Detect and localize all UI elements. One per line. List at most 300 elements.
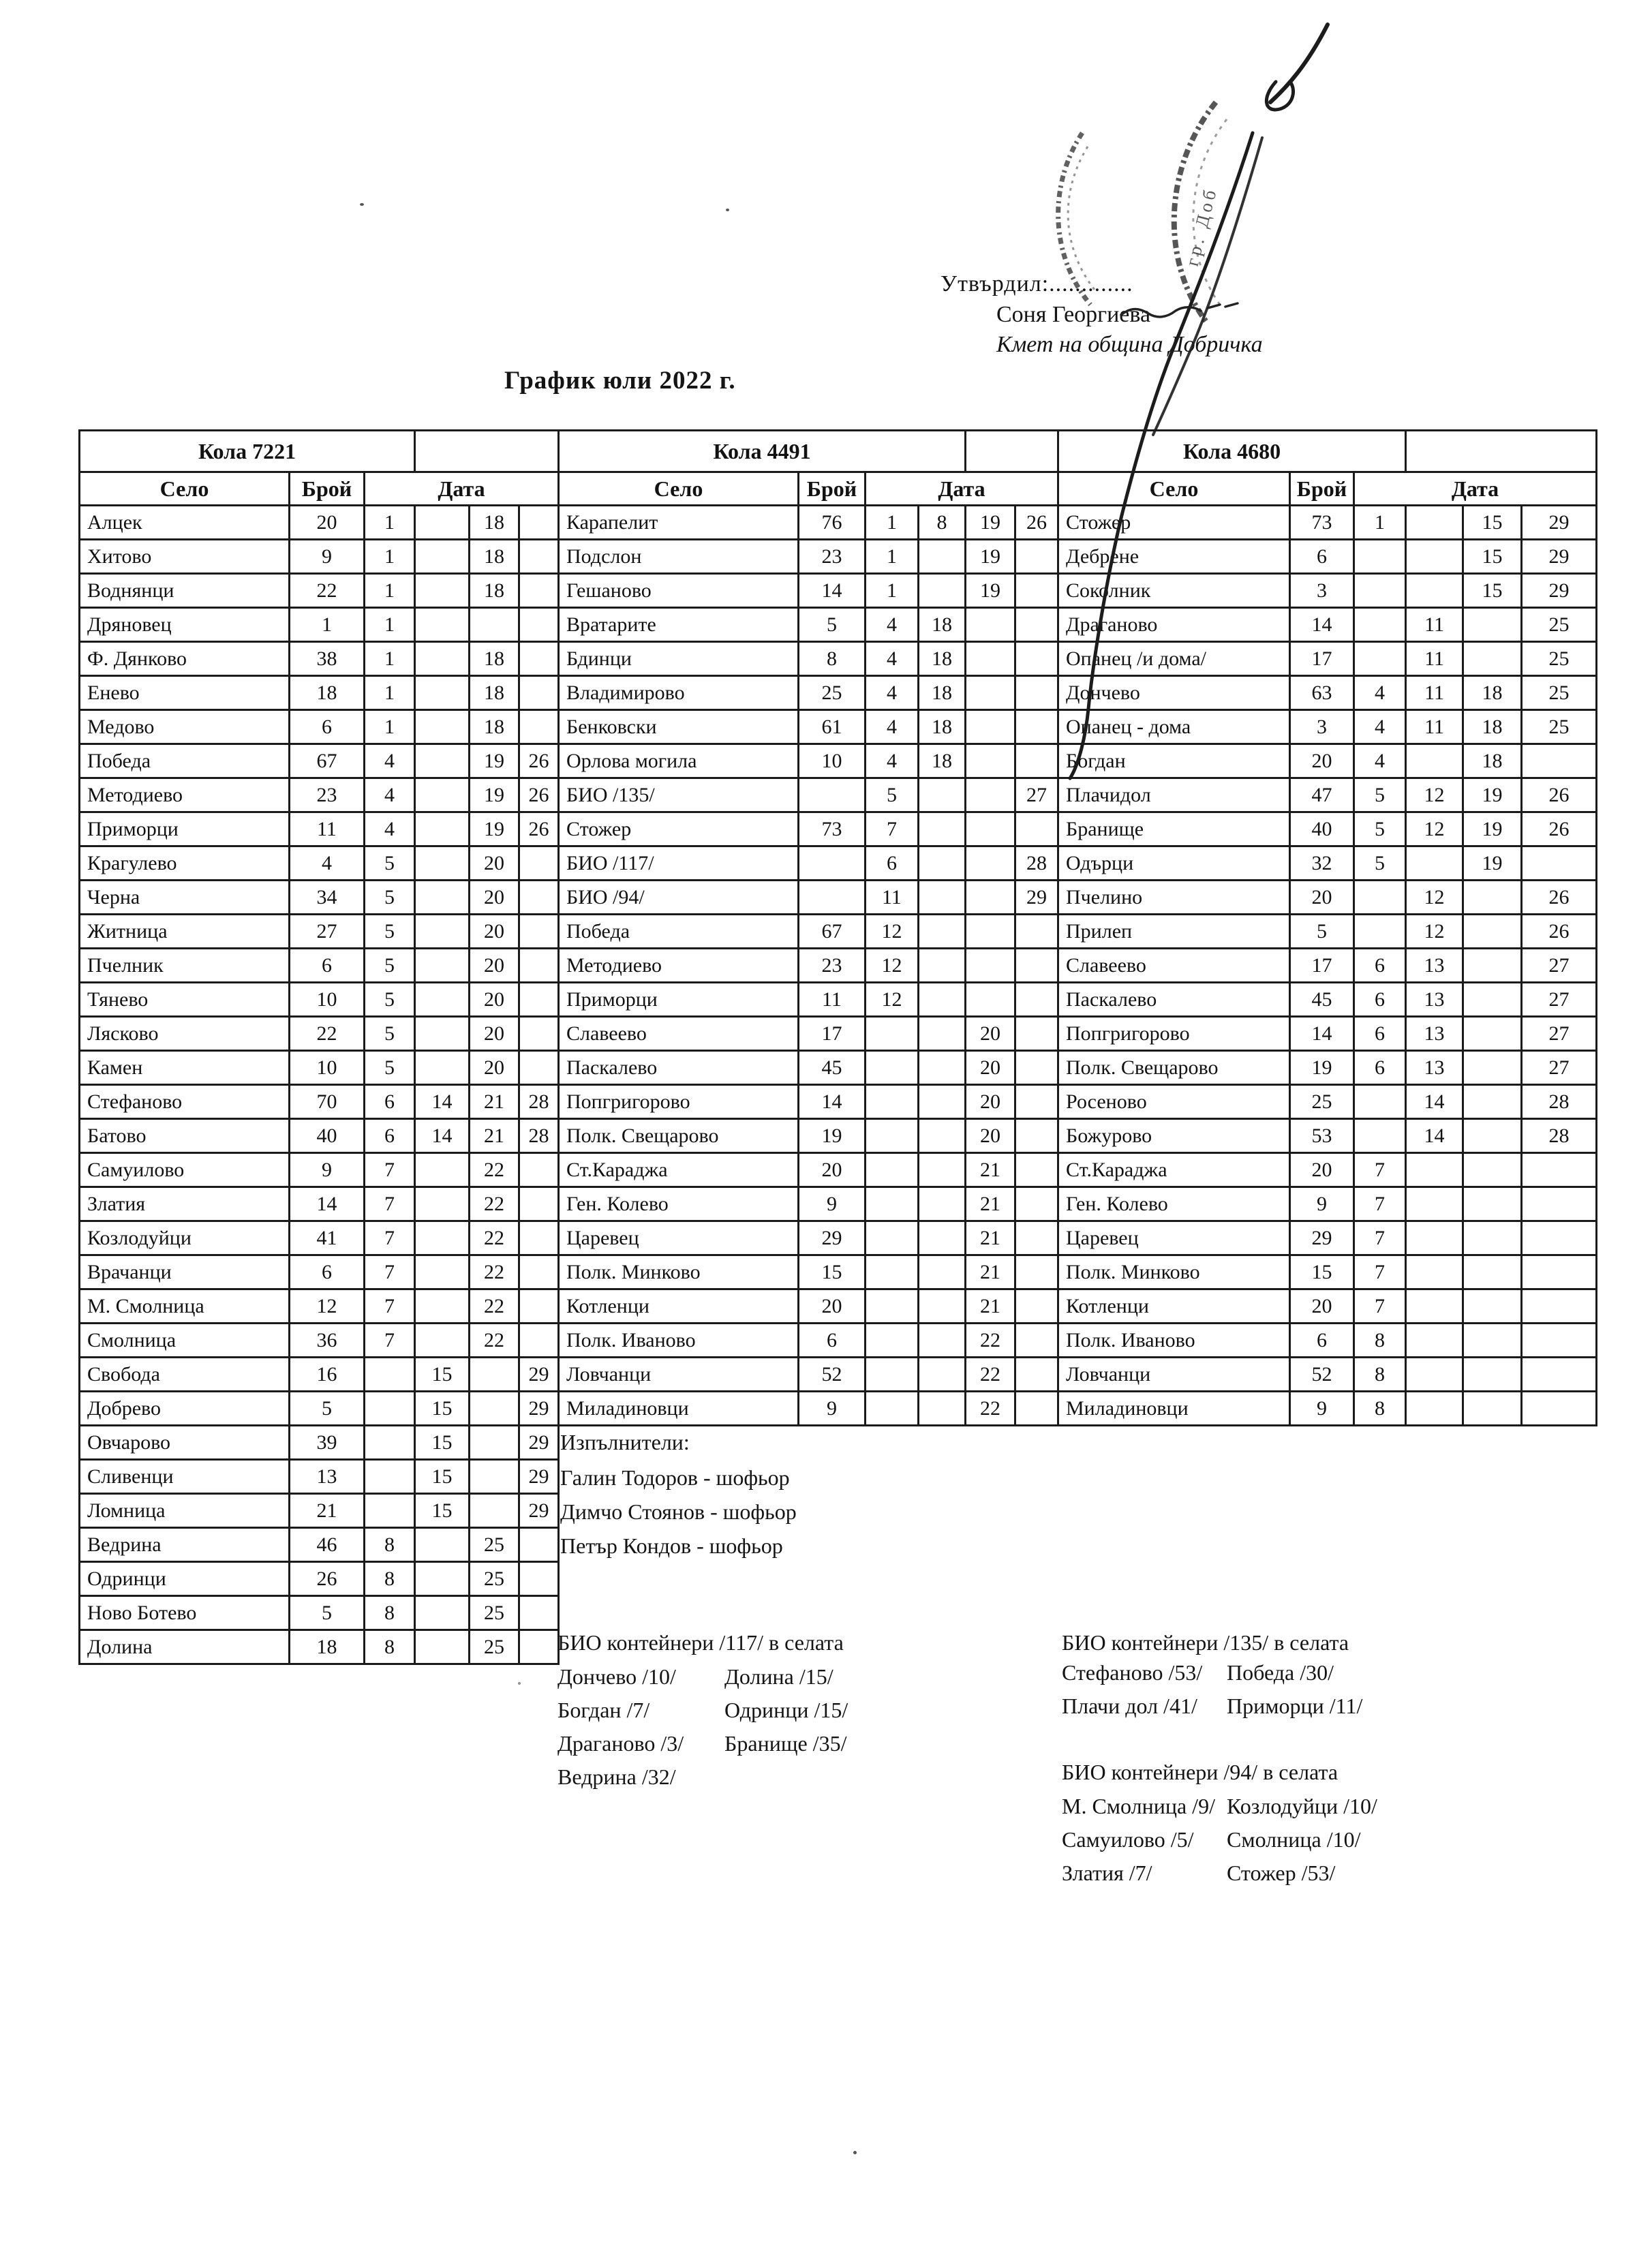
table-row	[559, 915, 1058, 949]
date-cell: 18	[470, 710, 519, 744]
count-cell: 10	[799, 744, 866, 778]
date-cell	[866, 1119, 919, 1153]
table-row	[80, 1153, 559, 1187]
date-cell	[415, 812, 470, 846]
village-cell: БИО /94/	[559, 881, 799, 915]
date-cell	[919, 540, 966, 574]
date-cell	[919, 1255, 966, 1289]
count-cell: 9	[799, 1392, 866, 1426]
count-cell: 73	[799, 812, 866, 846]
village-cell: Богдан	[1058, 744, 1290, 778]
date-cell: 4	[365, 744, 415, 778]
village-cell: Полк. Иваново	[559, 1324, 799, 1358]
scan-speck	[518, 1682, 521, 1685]
date-cell	[415, 949, 470, 983]
date-cell: 5	[1354, 778, 1406, 812]
date-cell	[866, 1153, 919, 1187]
date-cell	[966, 642, 1015, 676]
table-row	[559, 812, 1058, 846]
scan-speck	[360, 203, 364, 206]
count-cell	[799, 778, 866, 812]
bio-village-item: Приморци /11/	[1227, 1694, 1363, 1718]
date-cell: 13	[1406, 1017, 1463, 1051]
date-cell: 22	[470, 1324, 519, 1358]
date-cell: 18	[470, 676, 519, 710]
date-cell: 1	[365, 642, 415, 676]
count-cell: 14	[799, 1085, 866, 1119]
count-cell: 17	[799, 1017, 866, 1051]
date-cell	[919, 1358, 966, 1392]
date-cell	[1463, 1153, 1522, 1187]
date-cell	[919, 949, 966, 983]
date-cell	[866, 1187, 919, 1221]
date-cell	[919, 983, 966, 1017]
date-cell	[1015, 1289, 1058, 1324]
approved-label: Утвърдил:.............	[940, 271, 1133, 296]
table-row	[1058, 1289, 1597, 1324]
date-cell	[1406, 1153, 1463, 1187]
date-cell	[519, 676, 559, 710]
count-cell: 47	[1290, 778, 1354, 812]
date-cell: 21	[966, 1153, 1015, 1187]
date-cell	[1015, 812, 1058, 846]
date-cell: 26	[1522, 778, 1597, 812]
executors-list	[560, 1461, 797, 1563]
date-cell: 7	[1354, 1187, 1406, 1221]
village-cell: Соколник	[1058, 574, 1290, 608]
date-cell	[415, 778, 470, 812]
date-cell: 26	[1522, 812, 1597, 846]
date-cell: 5	[365, 983, 415, 1017]
table-row	[559, 608, 1058, 642]
date-cell	[1406, 1392, 1463, 1426]
date-cell: 19	[966, 506, 1015, 540]
date-column-header: Дата	[1354, 472, 1597, 506]
date-cell: 21	[966, 1187, 1015, 1221]
table-row	[80, 1596, 559, 1630]
count-cell: 34	[290, 881, 365, 915]
count-cell: 14	[799, 574, 866, 608]
village-cell: Ловчанци	[1058, 1358, 1290, 1392]
date-cell: 27	[1522, 1017, 1597, 1051]
date-cell: 1	[1354, 506, 1406, 540]
date-cell: 5	[365, 1051, 415, 1085]
stamp-arc-left-inner	[1068, 147, 1095, 290]
village-cell: Долина	[80, 1630, 290, 1664]
date-cell	[519, 608, 559, 642]
date-cell: 7	[365, 1221, 415, 1255]
date-cell	[519, 1596, 559, 1630]
table-row	[559, 1324, 1058, 1358]
date-cell: 22	[470, 1153, 519, 1187]
table-row	[1058, 983, 1597, 1017]
date-cell	[919, 1085, 966, 1119]
date-cell	[365, 1426, 415, 1460]
date-cell: 14	[1406, 1119, 1463, 1153]
table-row	[559, 540, 1058, 574]
date-cell	[415, 1153, 470, 1187]
date-cell	[966, 744, 1015, 778]
date-cell	[415, 676, 470, 710]
date-cell: 28	[519, 1119, 559, 1153]
count-cell: 21	[290, 1494, 365, 1528]
village-cell: Смолница	[80, 1324, 290, 1358]
date-cell: 21	[966, 1221, 1015, 1255]
date-cell	[966, 949, 1015, 983]
date-cell	[866, 1324, 919, 1358]
date-cell	[1015, 1051, 1058, 1085]
date-cell: 11	[1406, 642, 1463, 676]
table-row	[559, 1221, 1058, 1255]
date-cell: 26	[1522, 915, 1597, 949]
date-cell	[919, 1119, 966, 1153]
count-cell: 36	[290, 1324, 365, 1358]
village-column-header: Село	[559, 472, 799, 506]
village-cell: Дебрене	[1058, 540, 1290, 574]
date-cell: 27	[1015, 778, 1058, 812]
table-row	[559, 1392, 1058, 1426]
count-cell: 16	[290, 1358, 365, 1392]
date-cell: 8	[1354, 1392, 1406, 1426]
date-cell: 25	[470, 1596, 519, 1630]
count-cell: 13	[290, 1460, 365, 1494]
date-cell	[866, 1017, 919, 1051]
date-cell	[1354, 540, 1406, 574]
date-cell: 22	[470, 1255, 519, 1289]
date-cell	[1354, 608, 1406, 642]
date-cell: 1	[866, 506, 919, 540]
date-cell: 15	[1463, 574, 1522, 608]
date-cell	[415, 1221, 470, 1255]
village-cell: Орлова могила	[559, 744, 799, 778]
table-row	[1058, 676, 1597, 710]
date-cell: 11	[1406, 676, 1463, 710]
date-cell: 22	[966, 1392, 1015, 1426]
village-cell: Вратарите	[559, 608, 799, 642]
village-cell: Котленци	[559, 1289, 799, 1324]
table-row	[80, 1494, 559, 1528]
date-cell: 7	[1354, 1221, 1406, 1255]
table-row	[80, 710, 559, 744]
village-cell: Славеево	[559, 1017, 799, 1051]
table-row	[1058, 846, 1597, 881]
count-cell: 25	[799, 676, 866, 710]
count-cell: 23	[799, 540, 866, 574]
village-cell: Прилеп	[1058, 915, 1290, 949]
table-row	[80, 574, 559, 608]
date-cell: 8	[1354, 1358, 1406, 1392]
date-cell	[1015, 1221, 1058, 1255]
approver-title: Кмет на община Добричка	[996, 332, 1263, 357]
date-cell: 22	[966, 1358, 1015, 1392]
date-cell: 18	[470, 642, 519, 676]
village-cell: Паскалево	[559, 1051, 799, 1085]
date-cell	[1522, 1187, 1597, 1221]
table-row	[80, 1324, 559, 1358]
date-cell	[919, 1221, 966, 1255]
date-cell: 12	[866, 949, 919, 983]
village-cell: Победа	[80, 744, 290, 778]
table-row	[80, 1017, 559, 1051]
date-cell: 7	[365, 1289, 415, 1324]
date-cell: 22	[966, 1324, 1015, 1358]
date-cell: 11	[1406, 710, 1463, 744]
date-cell: 26	[519, 812, 559, 846]
table-row	[559, 744, 1058, 778]
date-cell	[1463, 1051, 1522, 1085]
date-cell	[1463, 915, 1522, 949]
table-row	[80, 1221, 559, 1255]
table-row	[559, 574, 1058, 608]
table-row	[559, 676, 1058, 710]
table-row	[559, 983, 1058, 1017]
date-cell	[1463, 1358, 1522, 1392]
date-cell: 18	[919, 642, 966, 676]
date-cell	[919, 778, 966, 812]
bio-117-title: БИО контейнери /117/ в селата	[557, 1630, 844, 1655]
date-cell	[1406, 846, 1463, 881]
date-cell: 8	[919, 506, 966, 540]
date-cell	[919, 812, 966, 846]
date-cell: 1	[365, 710, 415, 744]
date-cell	[1354, 1085, 1406, 1119]
date-cell	[1463, 1392, 1522, 1426]
count-cell: 67	[799, 915, 866, 949]
date-cell: 25	[1522, 676, 1597, 710]
bio-village-item: Самуилово /5/	[1062, 1827, 1194, 1852]
table-row	[559, 881, 1058, 915]
date-cell	[866, 1255, 919, 1289]
executor-item: Димчо Стоянов - шофьор	[560, 1499, 797, 1524]
date-cell: 5	[1354, 846, 1406, 881]
table-row	[559, 506, 1058, 540]
date-cell: 29	[1522, 540, 1597, 574]
count-cell: 12	[290, 1289, 365, 1324]
date-cell: 20	[470, 1051, 519, 1085]
date-cell: 19	[470, 744, 519, 778]
date-cell: 7	[365, 1187, 415, 1221]
table-row	[80, 506, 559, 540]
count-cell: 40	[1290, 812, 1354, 846]
car-band-spacer	[1406, 431, 1597, 472]
count-cell: 20	[1290, 744, 1354, 778]
date-cell: 29	[519, 1426, 559, 1460]
car-label: Кола 4491	[559, 431, 966, 472]
village-cell: Крагулево	[80, 846, 290, 881]
bio-135-title: БИО контейнери /135/ в селата	[1062, 1630, 1349, 1655]
table-row	[559, 1187, 1058, 1221]
village-cell: Тянево	[80, 983, 290, 1017]
date-cell: 20	[470, 915, 519, 949]
village-cell: Ф. Дянково	[80, 642, 290, 676]
village-cell: Одърци	[1058, 846, 1290, 881]
date-cell: 14	[415, 1085, 470, 1119]
bio-94-col2	[1227, 1790, 1377, 1890]
date-cell: 4	[866, 744, 919, 778]
date-cell	[365, 1460, 415, 1494]
date-cell	[1406, 1324, 1463, 1358]
date-cell	[415, 506, 470, 540]
date-cell	[919, 1392, 966, 1426]
count-cell	[799, 881, 866, 915]
bio-village-item: Смолница /10/	[1227, 1827, 1361, 1852]
date-cell	[415, 1562, 470, 1596]
date-cell	[1015, 1392, 1058, 1426]
count-cell: 3	[1290, 710, 1354, 744]
count-cell: 70	[290, 1085, 365, 1119]
date-cell	[415, 608, 470, 642]
date-cell: 21	[470, 1119, 519, 1153]
date-cell: 19	[470, 778, 519, 812]
table-row	[80, 1528, 559, 1562]
village-cell: Ломница	[80, 1494, 290, 1528]
count-cell: 1	[290, 608, 365, 642]
village-cell: Ловчанци	[559, 1358, 799, 1392]
date-cell	[1015, 574, 1058, 608]
count-cell: 9	[1290, 1187, 1354, 1221]
executor-item: Галин Тодоров - шофьор	[560, 1465, 790, 1490]
village-cell: Опанец /и дома/	[1058, 642, 1290, 676]
count-cell: 22	[290, 1017, 365, 1051]
table-row	[80, 949, 559, 983]
date-cell: 18	[1463, 710, 1522, 744]
bio-117-col1	[557, 1660, 684, 1794]
date-cell	[1015, 1255, 1058, 1289]
date-cell: 18	[919, 608, 966, 642]
date-cell	[415, 1528, 470, 1562]
table-row	[1058, 1017, 1597, 1051]
executors-section	[560, 1430, 797, 1563]
table-row	[1058, 915, 1597, 949]
date-cell	[919, 881, 966, 915]
date-cell: 22	[470, 1289, 519, 1324]
date-cell	[519, 983, 559, 1017]
village-cell: Пчелино	[1058, 881, 1290, 915]
date-cell	[919, 1187, 966, 1221]
stamp-text: гр. Доб	[1181, 184, 1221, 269]
village-cell: Карапелит	[559, 506, 799, 540]
table-row	[80, 1630, 559, 1664]
bio-village-item: Плачи дол /41/	[1062, 1694, 1197, 1718]
village-cell: Полк. Минково	[1058, 1255, 1290, 1289]
bio-village-item: Златия /7/	[1062, 1861, 1152, 1885]
date-cell	[365, 1494, 415, 1528]
date-cell: 7	[1354, 1153, 1406, 1187]
date-cell	[1522, 744, 1597, 778]
count-cell: 10	[290, 1051, 365, 1085]
table-row	[559, 846, 1058, 881]
village-cell: Овчарово	[80, 1426, 290, 1460]
count-cell: 39	[290, 1426, 365, 1460]
date-cell	[1015, 676, 1058, 710]
table-row	[559, 1017, 1058, 1051]
date-cell	[1522, 1392, 1597, 1426]
count-cell: 53	[1290, 1119, 1354, 1153]
table-row	[1058, 574, 1597, 608]
date-cell	[1406, 1187, 1463, 1221]
table-row	[559, 1085, 1058, 1119]
date-cell: 20	[470, 949, 519, 983]
date-cell	[415, 710, 470, 744]
village-cell: Миладиновци	[559, 1392, 799, 1426]
date-cell	[1015, 915, 1058, 949]
date-cell: 5	[365, 881, 415, 915]
count-cell: 18	[290, 1630, 365, 1664]
count-cell: 20	[1290, 1289, 1354, 1324]
village-cell: Победа	[559, 915, 799, 949]
date-cell: 12	[1406, 778, 1463, 812]
count-cell: 76	[799, 506, 866, 540]
date-cell	[1522, 1221, 1597, 1255]
date-cell	[1015, 1017, 1058, 1051]
date-cell	[1015, 1119, 1058, 1153]
date-cell: 21	[470, 1085, 519, 1119]
date-cell	[415, 1051, 470, 1085]
date-cell: 19	[966, 540, 1015, 574]
date-cell	[1354, 915, 1406, 949]
date-cell	[415, 1017, 470, 1051]
date-cell	[1354, 1119, 1406, 1153]
date-cell: 8	[365, 1528, 415, 1562]
village-cell: БИО /117/	[559, 846, 799, 881]
table-row	[1058, 608, 1597, 642]
village-cell: Росеново	[1058, 1085, 1290, 1119]
date-cell: 20	[966, 1051, 1015, 1085]
date-cell: 26	[1015, 506, 1058, 540]
date-cell	[519, 881, 559, 915]
date-cell: 7	[365, 1255, 415, 1289]
date-cell: 4	[866, 642, 919, 676]
schedule-table-car-4680	[1057, 429, 1597, 1426]
table-row	[1058, 1358, 1597, 1392]
table-row	[559, 1153, 1058, 1187]
village-column-header: Село	[80, 472, 290, 506]
date-cell: 20	[470, 1017, 519, 1051]
village-cell: Царевец	[559, 1221, 799, 1255]
date-cell	[1015, 949, 1058, 983]
date-cell: 6	[1354, 1017, 1406, 1051]
date-cell: 27	[1522, 983, 1597, 1017]
count-cell: 27	[290, 915, 365, 949]
date-cell: 28	[1522, 1085, 1597, 1119]
date-cell: 7	[1354, 1289, 1406, 1324]
date-cell	[415, 540, 470, 574]
date-cell	[519, 1153, 559, 1187]
date-cell	[866, 1289, 919, 1324]
bio-village-item: М. Смолница /9/	[1062, 1794, 1215, 1818]
table-row	[1058, 710, 1597, 744]
table-row	[559, 1119, 1058, 1153]
table-row	[1058, 1051, 1597, 1085]
table-row	[80, 642, 559, 676]
date-cell	[415, 983, 470, 1017]
table-row	[1058, 540, 1597, 574]
village-cell: Методиево	[559, 949, 799, 983]
count-cell: 67	[290, 744, 365, 778]
date-cell	[966, 846, 1015, 881]
count-cell: 11	[799, 983, 866, 1017]
date-cell: 25	[1522, 642, 1597, 676]
bio-135-col1	[1062, 1656, 1202, 1723]
table-row	[559, 710, 1058, 744]
date-cell	[470, 1392, 519, 1426]
count-cell	[799, 846, 866, 881]
schedule-table-car-7221	[78, 429, 560, 1665]
bio-village-item: Стожер /53/	[1227, 1861, 1336, 1885]
date-cell: 1	[365, 676, 415, 710]
date-cell: 27	[1522, 1051, 1597, 1085]
table-row	[80, 1085, 559, 1119]
